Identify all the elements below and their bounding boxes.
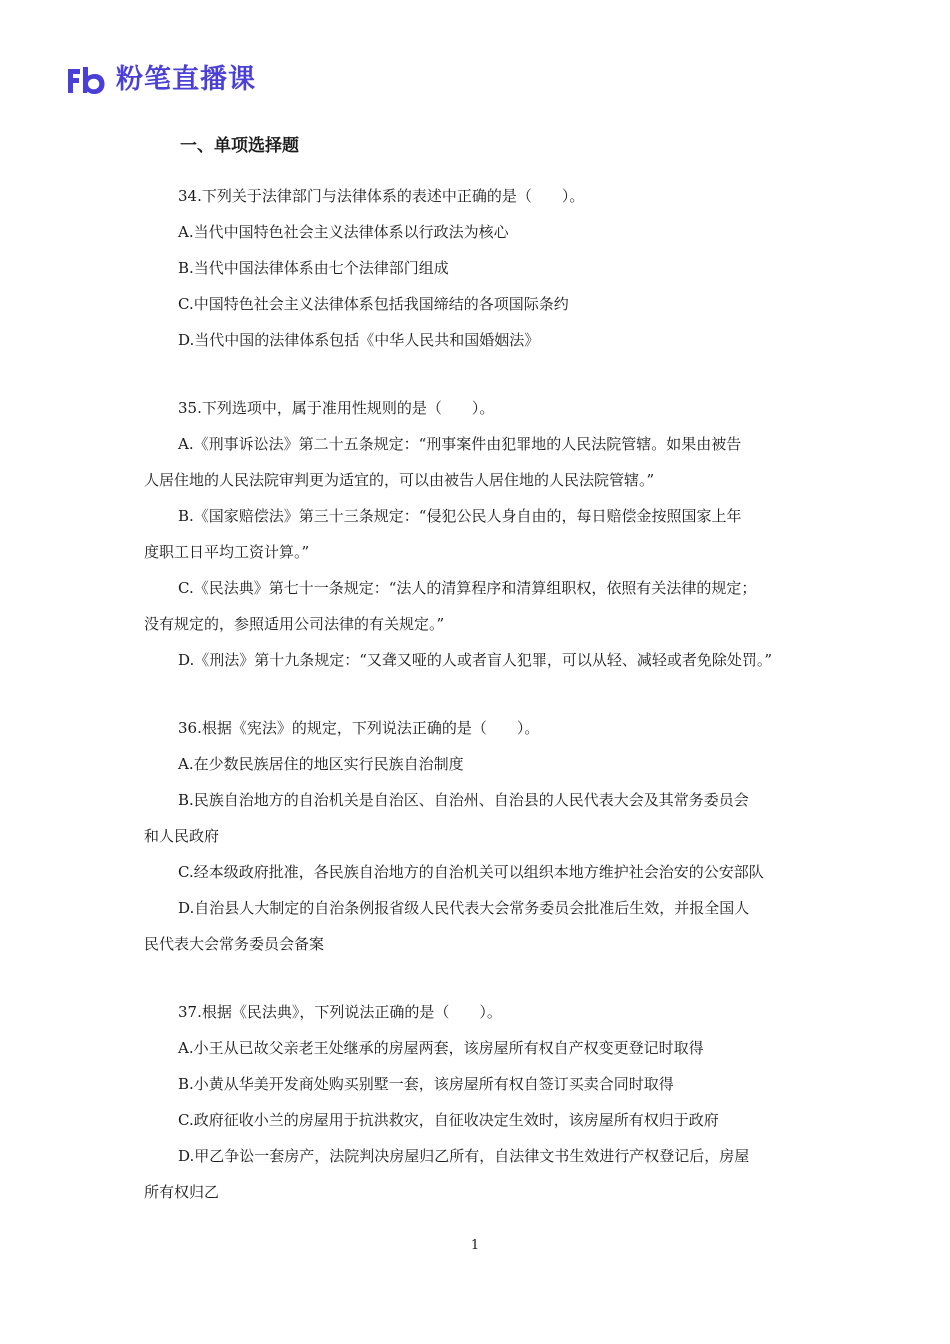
- option-d: D.自治县人大制定的自治条例报省级人民代表大会常务委员会批准后生效，并报全国人: [178, 899, 750, 917]
- option-c-continued: 没有规定的，参照适用公司法律的有关规定。”: [144, 615, 445, 633]
- question-34: [144, 178, 809, 358]
- option-d: D.当代中国的法律体系包括《中华人民共和国婚姻法》: [178, 331, 540, 349]
- question-35: [144, 390, 809, 678]
- option-a-continued: 人居住地的人民法院审判更为适宜的，可以由被告人居住地的人民法院管辖。”: [144, 471, 655, 489]
- option-c: C.政府征收小兰的房屋用于抗洪救灾，自征收决定生效时，该房屋所有权归于政府: [178, 1111, 719, 1129]
- option-d-continued: 所有权归乙: [144, 1183, 220, 1201]
- option-b: B.民族自治地方的自治机关是自治区、自治州、自治县的人民代表大会及其常务委员会: [178, 791, 749, 809]
- option-b: B.小黄从华美开发商处购买别墅一套，该房屋所有权自签订买卖合同时取得: [178, 1075, 674, 1093]
- option-a: A.当代中国特色社会主义法律体系以行政法为核心: [178, 223, 509, 241]
- logo-text: 粉笔直播课: [116, 64, 256, 95]
- option-b: B.《国家赔偿法》第三十三条规定：“侵犯公民人身自由的，每日赔偿金按照国家上年: [178, 507, 742, 525]
- page-number: 1: [470, 1238, 480, 1253]
- question-stem: 37.根据《民法典》，下列说法正确的是（ ）。: [178, 1003, 502, 1021]
- question-36: [144, 710, 809, 962]
- option-d-continued: 民代表大会常务委员会备案: [144, 935, 325, 953]
- option-c: C.《民法典》第七十一条规定：“法人的清算程序和清算组职权，依照有关法律的规定；: [178, 579, 757, 597]
- option-b-continued: 和人民政府: [144, 827, 220, 845]
- fb-logo-icon: [66, 65, 112, 95]
- option-c: C.中国特色社会主义法律体系包括我国缔结的各项国际条约: [178, 295, 569, 313]
- option-d: D.甲乙争讼一套房产，法院判决房屋归乙所有，自法律文书生效进行产权登记后，房屋: [178, 1147, 750, 1165]
- option-a: A.在少数民族居住的地区实行民族自治制度: [178, 755, 464, 773]
- option-b-continued: 度职工日平均工资计算。”: [144, 543, 310, 561]
- brand-logo: [66, 63, 256, 97]
- option-c: C.经本级政府批准，各民族自治地方的自治机关可以组织本地方维护社会治安的公安部队: [178, 863, 764, 881]
- option-a: A.《刑事诉讼法》第二十五条规定：“刑事案件由犯罪地的人民法院管辖。如果由被告: [178, 435, 742, 453]
- option-a: A.小王从已故父亲老王处继承的房屋两套，该房屋所有权自产权变更登记时取得: [178, 1039, 704, 1057]
- question-stem: 36.根据《宪法》的规定，下列说法正确的是（ ）。: [178, 719, 540, 737]
- section-title: 一、单项选择题: [180, 136, 299, 156]
- option-b: B.当代中国法律体系由七个法律部门组成: [178, 259, 449, 277]
- question-stem: 35.下列选项中，属于准用性规则的是（ ）。: [178, 399, 495, 417]
- option-d: D.《刑法》第十九条规定：“又聋又哑的人或者盲人犯罪，可以从轻、减轻或者免除处罚。”: [178, 651, 773, 669]
- question-list: [144, 178, 809, 1242]
- question-stem: 34.下列关于法律部门与法律体系的表述中正确的是（ ）。: [178, 187, 585, 205]
- question-37: [144, 994, 809, 1210]
